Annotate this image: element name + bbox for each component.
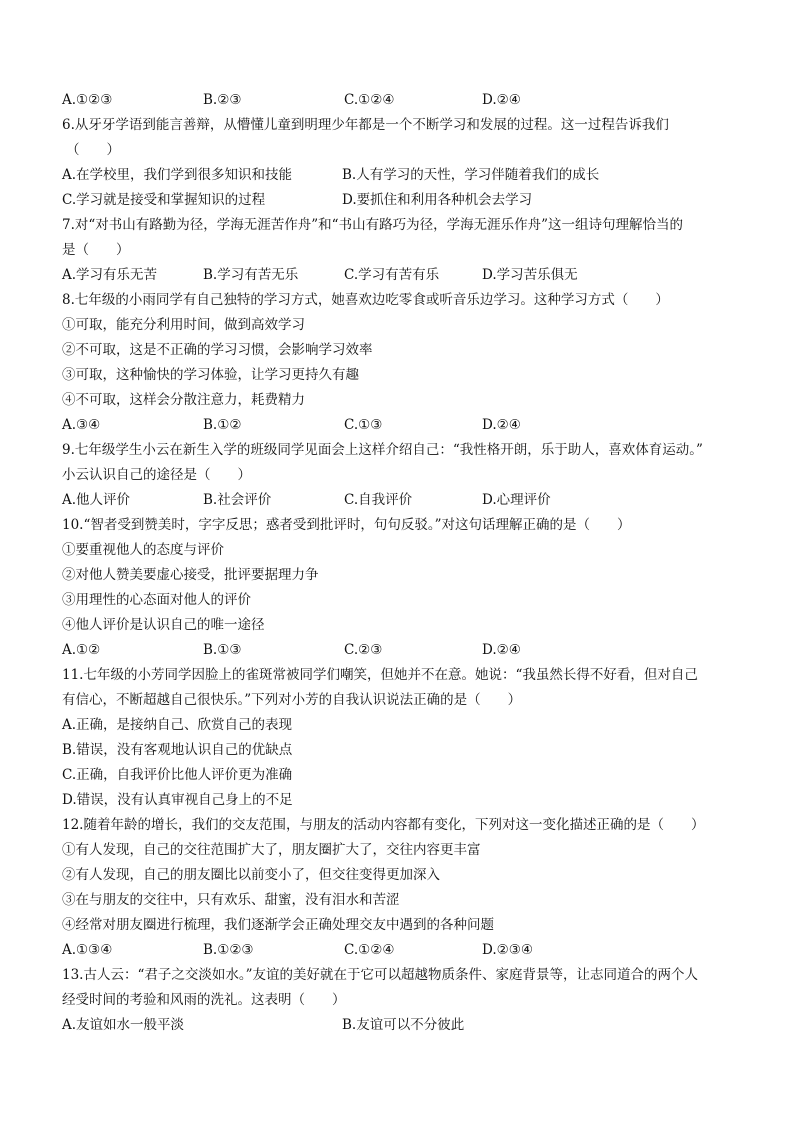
q8-item-4: ④不可取，这样会分散注意力，耗费精力	[62, 392, 305, 408]
q8-item-1: ①可取，能充分利用时间，做到高效学习	[62, 317, 305, 333]
option-c: C.①③	[344, 417, 383, 433]
q6-stem: 6.从牙牙学语到能言善辩，从懵懂儿童到明理少年都是一个不断学习和发展的过程。这一过程告诉我们	[62, 117, 669, 133]
q10-item-3: ③用理性的心态面对他人的评价	[62, 592, 251, 608]
option-d: D.②③④	[482, 942, 533, 958]
option-a: A.①③④	[62, 942, 113, 958]
q13-options-row1	[62, 1016, 742, 1034]
q7-stem: 7.对“对书山有路勤为径，学海无涯苦作舟”和“书山有路巧为径，学海无涯乐作舟”这一组诗句理解恰当的	[62, 217, 683, 233]
q12-item-3: ③在与朋友的交往中，只有欢乐、甜蜜，没有泪水和苦涩	[62, 892, 400, 908]
q11-option-a: A.正确，是接纳自己、欣赏自己的表现	[62, 717, 293, 733]
q11-option-b: B.错误，没有客观地认识自己的优缺点	[62, 742, 293, 758]
q10-stem: 10.“智者受到赞美时，字字反思；惑者受到批评时，句句反驳。”对这句话理解正确的是（ ）	[62, 517, 631, 533]
q8-item-2: ②不可取，这是不正确的学习习惯，会影响学习效率	[62, 342, 373, 358]
option-b: B.②③	[203, 92, 242, 108]
q11-option-d: D.错误，没有认真审视自己身上的不足	[62, 792, 293, 808]
q6-options-row1	[62, 166, 742, 184]
q12-stem: 12.随着年龄的增长，我们的交友范围，与朋友的活动内容都有变化，下列对这一变化描述正确的是（ ）	[62, 817, 705, 833]
q8-stem: 8.七年级的小雨同学有自己独特的学习方式，她喜欢边吃零食或听音乐边学习。这种学习方式（ ）	[62, 292, 669, 308]
option-a: A.友谊如水一般平淡	[62, 1017, 185, 1033]
q11-option-c: C.正确，自我评价比他人评价更为准确	[62, 767, 293, 783]
option-a: A.①②	[62, 642, 101, 658]
q12-item-4: ④经常对朋友圈进行梳理，我们逐渐学会正确处理交友中遇到的各种问题	[62, 917, 494, 933]
q12-item-2: ②有人发现，自己的朋友圈比以前变小了，但交往变得更加深入	[62, 867, 440, 883]
option-d: D.心理评价	[482, 492, 551, 508]
q9-stem-cont: 小云认识自己的途径是（ ）	[62, 467, 251, 483]
q10-item-4: ④他人评价是认识自己的唯一途径	[62, 617, 265, 633]
option-b: B.①③	[203, 642, 242, 658]
option-b: B.友谊可以不分彼此	[342, 1017, 465, 1033]
option-b: B.社会评价	[203, 492, 272, 508]
q10-item-2: ②对他人赞美要虚心接受，批评要据理力争	[62, 567, 319, 583]
option-b: B.人有学习的天性，学习伴随着我们的成长	[342, 167, 600, 183]
option-a: A.③④	[62, 417, 101, 433]
option-d: D.学习苦乐俱无	[482, 267, 578, 283]
q7-options	[62, 266, 742, 284]
q8-item-3: ③可取，这种愉快的学习体验，让学习更持久有趣	[62, 367, 359, 383]
option-d: D.②④	[482, 92, 521, 108]
q13-stem: 13.古人云：“君子之交淡如水。”友谊的美好就在于它可以超越物质条件、家庭背景等，让志同道合的两个人	[62, 967, 699, 983]
q8-options	[62, 416, 742, 434]
option-a: A.学习有乐无苦	[62, 267, 158, 283]
option-c: C.①②④	[344, 92, 395, 108]
q12-options	[62, 941, 742, 959]
q9-options	[62, 491, 742, 509]
q11-stem: 11.七年级的小芳同学因脸上的雀斑常被同学们嘲笑，但她并不在意。她说：“我虽然长得不好看，但对自己	[62, 667, 698, 683]
q10-item-1: ①要重视他人的态度与评价	[62, 542, 224, 558]
option-b: B.①②	[203, 417, 242, 433]
q6-options-row2	[62, 191, 742, 209]
option-c: C.①②④	[344, 942, 395, 958]
q11-stem-cont: 有信心，不断超越自己很快乐。”下列对小芳的自我认识说法正确的是（ ）	[62, 692, 522, 708]
q7-stem-cont: 是（ ）	[62, 242, 130, 258]
option-b: B.学习有苦无乐	[203, 267, 299, 283]
q9-stem: 9.七年级学生小云在新生入学的班级同学见面会上这样介绍自己：“我性格开朗，乐于助人，喜欢体育运动。”	[62, 442, 703, 458]
option-a: A.①②③	[62, 92, 113, 108]
option-c: C.②③	[344, 642, 383, 658]
option-b: B.①②③	[203, 942, 254, 958]
option-d: D.②④	[482, 417, 521, 433]
q12-item-1: ①有人发现，自己的交往范围扩大了，朋友圈扩大了，交往内容更丰富	[62, 842, 481, 858]
q13-stem-cont: 经受时间的考验和风雨的洗礼。这表明（ ）	[62, 992, 346, 1008]
q5-options	[62, 91, 742, 109]
q10-options	[62, 641, 742, 659]
q6-answer-blank: （ ）	[66, 142, 120, 158]
option-c: C.学习就是接受和掌握知识的过程	[62, 192, 266, 208]
option-d: D.要抓住和利用各种机会去学习	[342, 192, 533, 208]
option-a: A.在学校里，我们学到很多知识和技能	[62, 167, 293, 183]
option-a: A.他人评价	[62, 492, 131, 508]
option-d: D.②④	[482, 642, 521, 658]
option-c: C.学习有苦有乐	[344, 267, 440, 283]
option-c: C.自我评价	[344, 492, 413, 508]
